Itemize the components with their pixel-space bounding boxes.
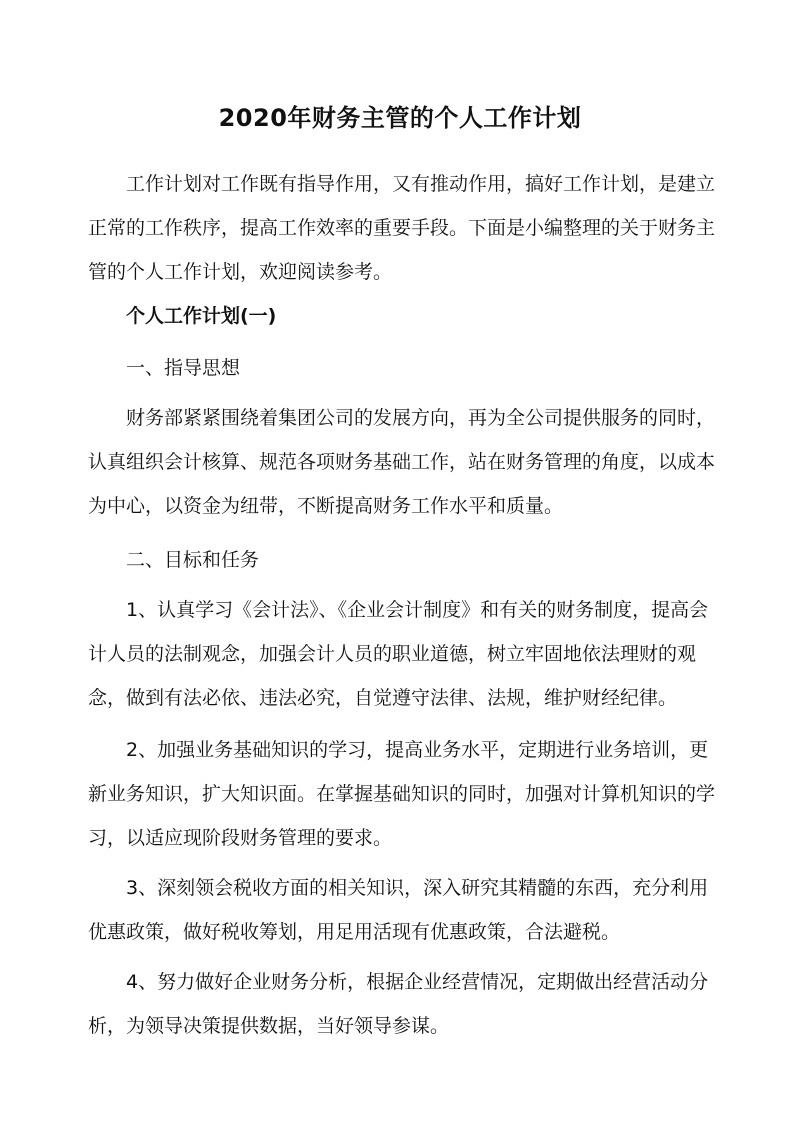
list-item-1: 1、认真学习《会计法》、《企业会计制度》和有关的财务制度，提高会计人员的法制观念，加强会计人员的职业道德，树立牢固地依法理财的观念，做到有法必依、违法必究，自觉遵守法律、法规，维护财经纪律。 [88,599,709,709]
section-1-body: 财务部紧紧围绕着集团公司的发展方向，再为全公司提供服务的同时，认真组织会计核算、规范各项财务基础工作，站在财务管理的角度，以成本为中心，以资金为纽带，不断提高财务工作水平和质量。 [88,407,716,517]
plan-heading: 个人工作计划(一) [126,305,277,327]
list-item-2: 2、加强业务基础知识的学习，提高业务水平，定期进行业务培训，更新业务知识，扩大知识面。在掌握基础知识的同时，加强对计算机知识的学习，以适应现阶段财务管理的要求。 [88,739,716,849]
list-item-3: 3、深刻领会税收方面的相关知识，深入研究其精髓的东西，充分利用优惠政策，做好税收筹划，用足用活现有优惠政策，合法避税。 [88,877,709,943]
section-2-heading: 二、目标和任务 [126,549,260,571]
list-item-4: 4、努力做好企业财务分析，根据企业经营情况，定期做出经营活动分析，为领导决策提供数据，当好领导参谋。 [88,971,709,1037]
intro-paragraph: 工作计划对工作既有指导作用，又有推动作用，搞好工作计划，是建立正常的工作秩序，提高工作效率的重要手段。下面是小编整理的关于财务主管的个人工作计划，欢迎阅读参考。 [88,173,716,283]
document-title: 2020年财务主管的个人工作计划 [218,104,582,132]
section-1-heading: 一、指导思想 [126,357,241,379]
